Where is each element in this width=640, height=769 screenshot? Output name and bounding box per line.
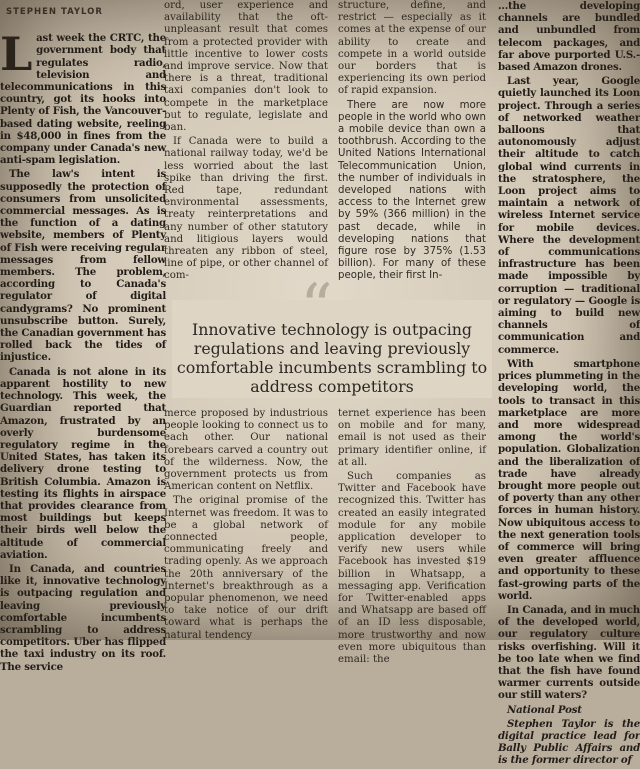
paragraph: structure, define, and restrict — especially as it comes at the expense of our ability to create and compete in a world outside our borders that is experiencing its own period of rapid expansion.	[338, 0, 486, 97]
column-3-bottom	[338, 408, 486, 668]
drop-cap: L	[0, 27, 33, 82]
lead-paragraph: Last week the CRTC, the government body that regulates radio, television and telecommunications in this country, got its hooks into Plenty of Fish, the Vancouver-based dating website, reeling in $48,000 in fines from the company under Canada's new anti-spam legislation.	[0, 27, 166, 167]
pull-quote-text: Innovative technology is outpacing regulations and leaving previously comfortable incumbents scrambling to address competitors	[176, 320, 488, 396]
paragraph: Canada is not alone in its apparent hostility to new technology. This week, the Guardian reported that Amazon, frustrated by an overly burdensome regulatory regime in the United States, has taken its delivery drone testing to British Columbia. Amazon is testing its flights in airspace that provides clearance from most buildings but keeps their birds well below the altitude of commercial aviation.	[0, 365, 166, 561]
column-2-top	[164, 0, 328, 285]
quote-mark-icon: “	[300, 271, 333, 345]
column-2-bottom	[164, 408, 328, 644]
column-1	[0, 6, 166, 675]
column-3-top	[338, 0, 486, 285]
paragraph: merce proposed by industrious people looking to connect us to each other. Our national forebears carved a country out of the wilderness. Now, the government protects us from American content on Netflix.	[164, 408, 328, 493]
paragraph: With smartphone prices plummeting in the developing world, the tools to transact in this marketplace are more and more widespread among the world's population. Globalization and the liberalization of trade have already brought more people out of poverty than any other forces in human history. Now ubiquitous access to the next generation tools of commerce will bring even greater affluence and opportunity to these fast-growing parts of the world.	[498, 357, 640, 602]
author-note: Stephen Taylor is the digital practice lead for Bally Public Affairs and is the former director of	[498, 717, 640, 767]
signoff: National Post	[507, 703, 582, 716]
byline: STEPHEN TAYLOR	[6, 7, 103, 17]
paragraph: ternet experience has been on mobile and for many, email is not used as their primary identifier online, if at all.	[338, 408, 486, 468]
paragraph: In Canada, and in much of the developed world, our regulatory culture risks overfishing. Will it be too late when we find that the fish have found warmer currents outside our still waters?	[498, 603, 640, 702]
paragraph: ...the developing channels are bundled and unbundled from telecom packages, and far above purported U.S.-based Amazon drones.	[498, 0, 640, 74]
paragraph: If Canada were to build a national railway today, we'd be less worried about the last spike than driving the first. Red tape, redundant environmental assessments, treaty reinterpretations and any number of other statutory and litigious layers would threaten any ribbon of steel, line of pipe, or other channel of com-	[164, 136, 328, 282]
paragraph: The original promise of the Internet was freedom. It was to be a global network of connected people, communicating freely and trading openly. As we approach the 20th anniversary of the Internet's breakthrough as a popular phenomenon, we need to take notice of our drift toward what is perhaps the natural tendency	[164, 495, 328, 641]
paragraph: There are now more people in the world who own a mobile device than own a toothbrush. According to the United Nations International Telecommunication Union, the number of individuals in developed nations with access to the Internet grew by 59% (366 million) in the past decade, while in developing nations that figure rose by 375% (1.53 billion). For many of these people, their first In-	[338, 99, 486, 282]
pull-quote	[172, 271, 492, 398]
paragraph: ord, user experience and availability that the oft-unpleasant result that comes from a protected provider with little incentive to lower costs and improve service. Now that there is a threat, traditional taxi companies don't look to compete in the marketplace but to regulate, legislate and ban.	[164, 0, 328, 134]
paragraph: Such companies as Twitter and Facebook have recognized this. Twitter has created an easily integrated module for any mobile application developer to verify new users while Facebook has invested $19 billion in Whatsapp, a messaging app. Verification for Twitter-enabled apps and Whatsapp are based off of an ID less disposable, more trustworthy and now even more ubiquitous than email: the	[338, 471, 486, 666]
paragraph: The law's intent is supposedly the protection of consumers from unsolicited commercial messages. As is the function of a dating website, members of Plenty of Fish were receiving regular messages from fellow members. The problem, according to Canada's regulator of digital candygrams? No prominent unsubscribe button. Surely, the Canadian government has rolled back the tides of injustice.	[0, 168, 166, 364]
paragraph: In Canada, and countries like it, innovative technology is outpacing regulation and leaving previously comfortable incumbents scrambling to address competitors. Uber has flipped the taxi industry on its roof. The service	[0, 562, 166, 673]
column-4	[498, 0, 640, 769]
paragraph: Last year, Google quietly launched its Loon project. Through a series of networked weather balloons that autonomously adjust their altitude to catch global wind currents in the stratosphere, the Loon project aims to maintain a network of wireless Internet service for mobile devices. Where the development of communications infrastructure has been made impossible by corruption — traditional or regulatory — Google is aiming to build new channels of communication and commerce.	[498, 75, 640, 356]
